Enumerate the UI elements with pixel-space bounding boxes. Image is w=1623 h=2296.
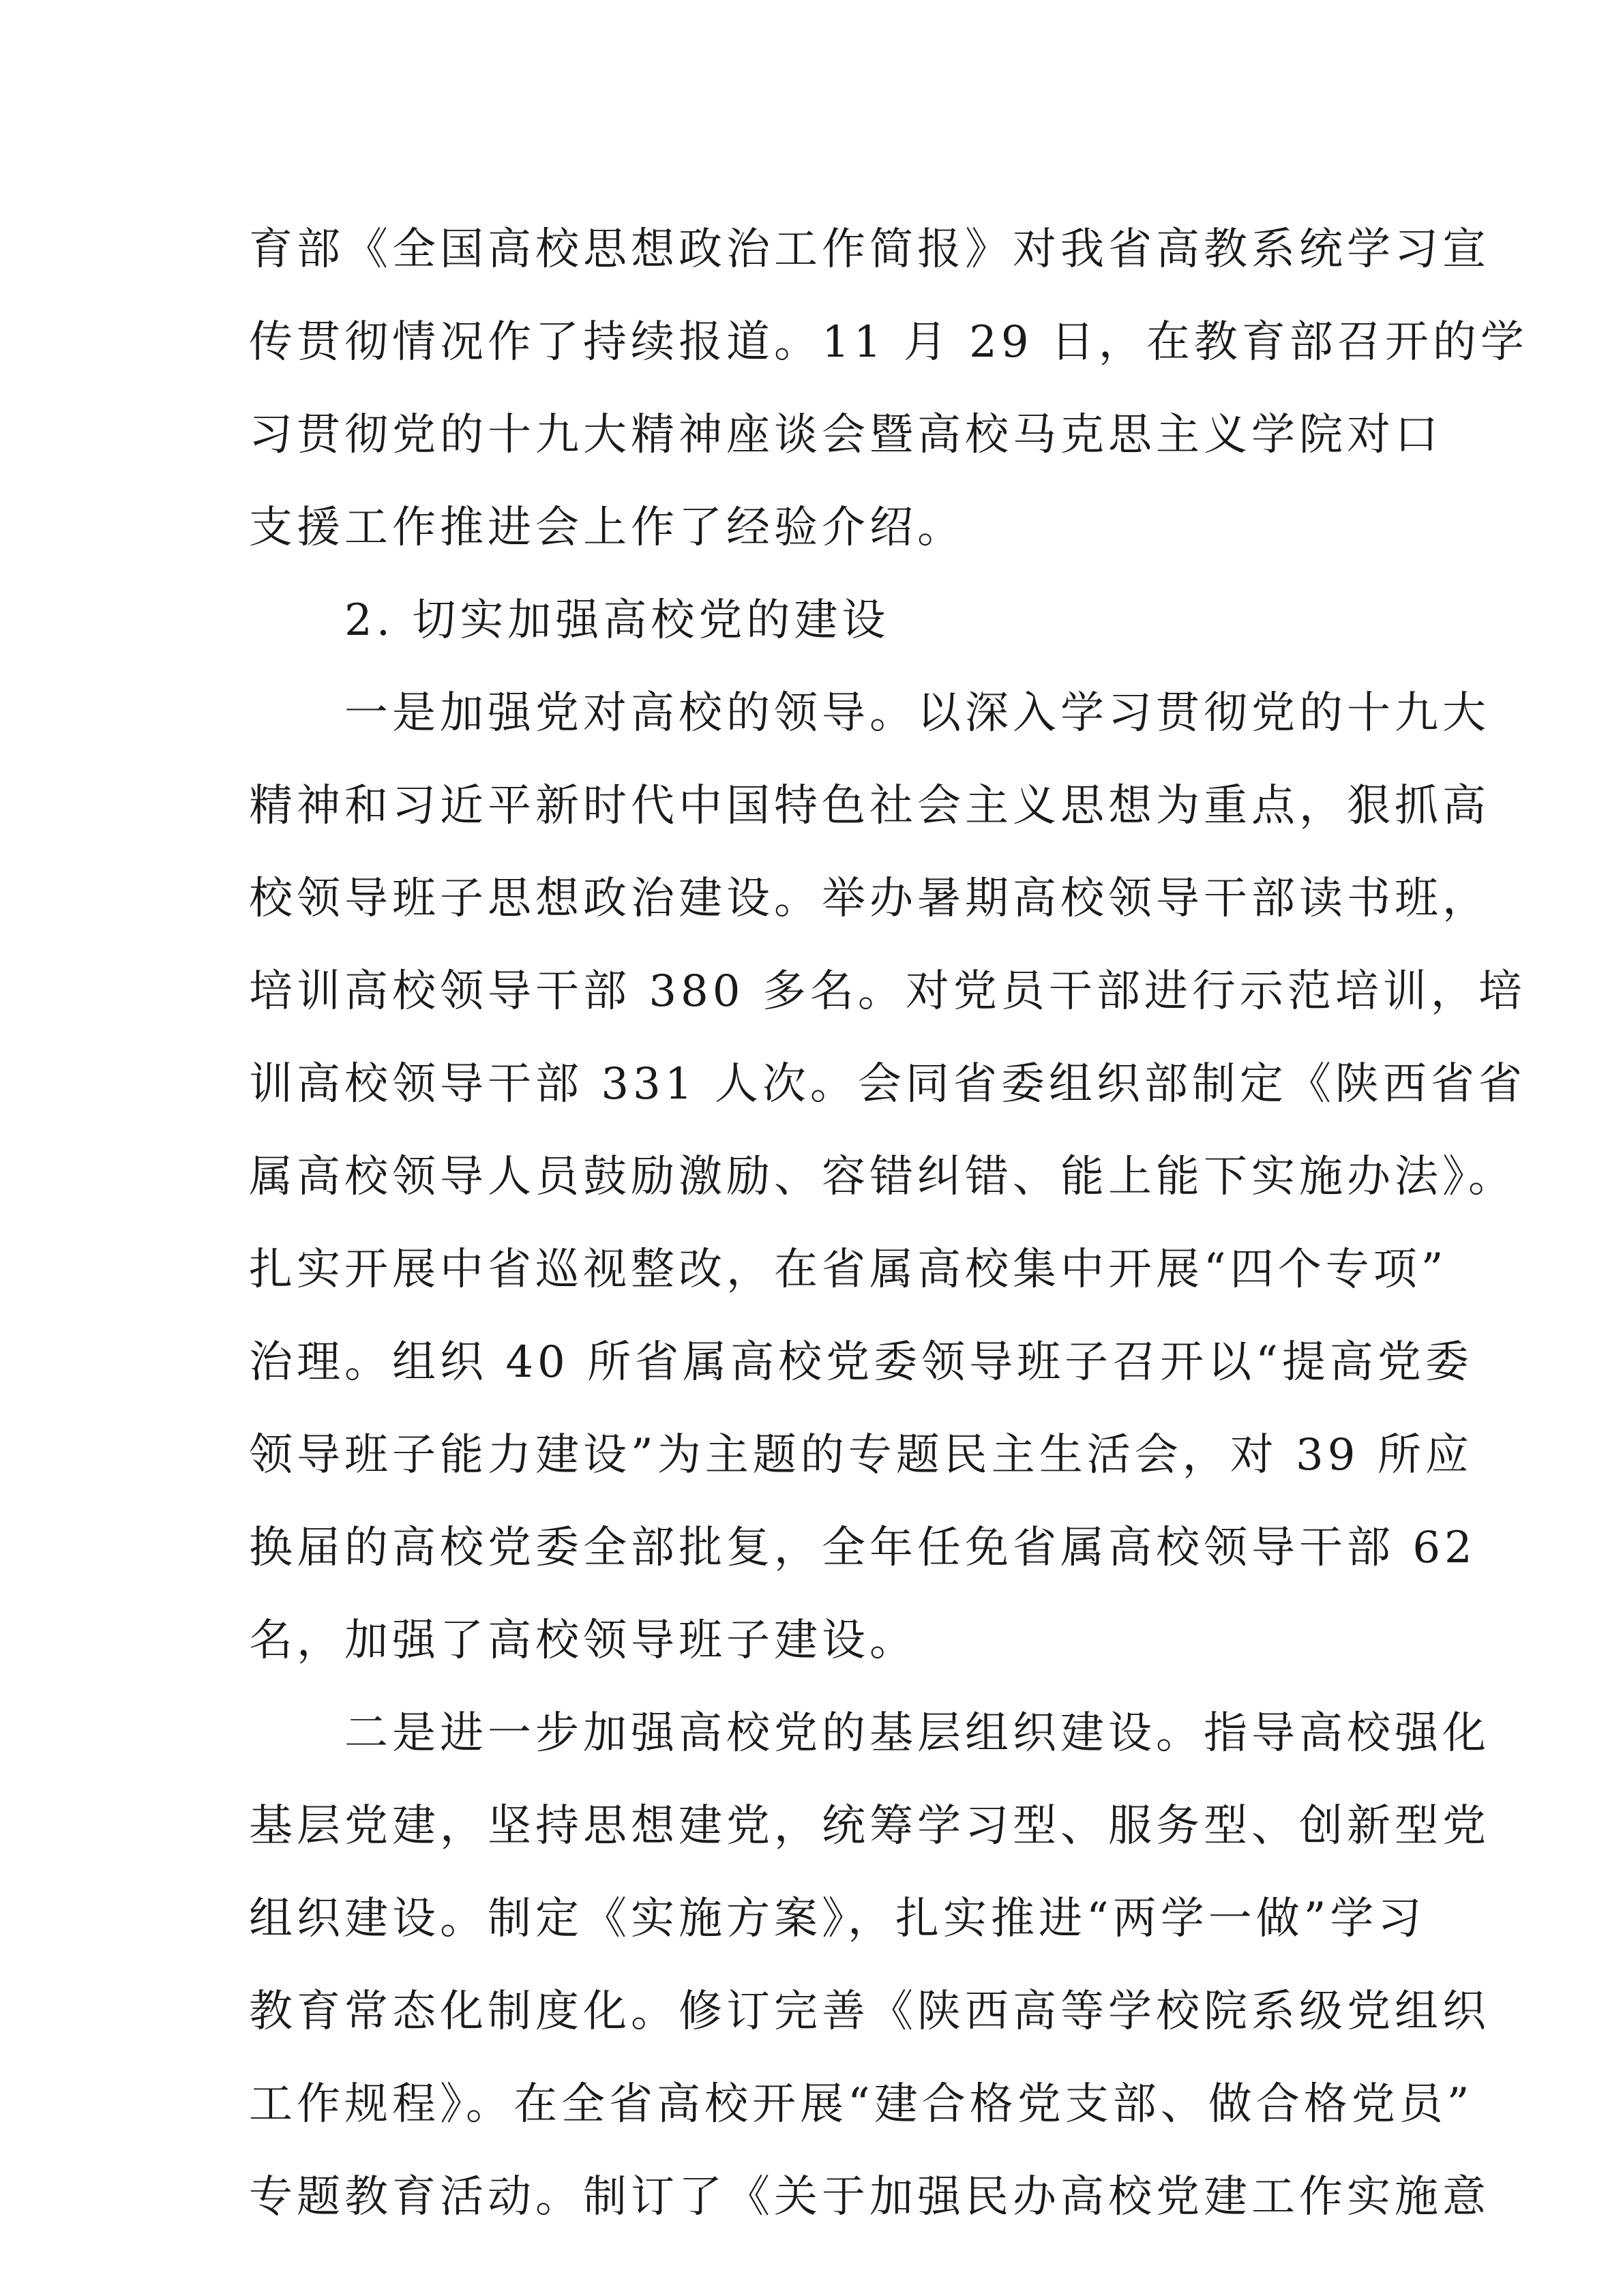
text-line: 领导班子能力建设”为主题的专题民主生活会，对 39 所应 bbox=[249, 1430, 1473, 1480]
text-line: 传贯彻情况作了持续报道。11 月 29 日，在教育部召开的学 bbox=[249, 317, 1528, 368]
paragraph-continuation bbox=[249, 203, 1528, 574]
text-line: 支援工作推进会上作了经验介绍。 bbox=[249, 503, 965, 553]
text-line: 精神和习近平新时代中国特色社会主义思想为重点，狠抓高 bbox=[249, 781, 1490, 831]
text-line: 组织建设。制定《实施方案》，扎实推进“两学一做”学习 bbox=[249, 1894, 1426, 1944]
document-body bbox=[249, 203, 1528, 2243]
text-line: 一是加强党对高校的领导。以深入学习贯彻党的十九大 bbox=[344, 688, 1490, 739]
text-line: 扎实开展中省巡视整改，在省属高校集中开展“四个专项” bbox=[249, 1244, 1448, 1295]
text-line: 工作规程》。在全省高校开展“建合格党支部、做合格党员” bbox=[249, 2079, 1474, 2130]
text-line: 习贯彻党的十九大精神座谈会暨高校马克思主义学院对口 bbox=[249, 410, 1442, 460]
text-line: 属高校领导人员鼓励激励、容错纠错、能上能下实施办法》。 bbox=[249, 1152, 1516, 1202]
text-line: 训高校领导干部 331 人次。会同省委组织部制定《陕西省省 bbox=[249, 1059, 1526, 1109]
paragraph-grassroots-organization bbox=[249, 1687, 1490, 2243]
section-heading bbox=[249, 574, 1388, 667]
heading-text: 2. 切实加强高校党的建设 bbox=[344, 595, 890, 646]
text-line: 教育常态化制度化。修订完善《陕西高等学校院系级党组织 bbox=[249, 1986, 1490, 2037]
text-line: 基层党建，坚持思想建党，统筹学习型、服务型、创新型党 bbox=[249, 1801, 1490, 1851]
text-line: 治理。组织 40 所省属高校党委领导班子召开以“提高党委 bbox=[249, 1337, 1473, 1388]
text-line: 专题教育活动。制订了《关于加强民办高校党建工作实施意 bbox=[249, 2172, 1490, 2222]
text-line: 培训高校领导干部 380 多名。对党员干部进行示范培训，培 bbox=[249, 966, 1526, 1017]
text-line: 名，加强了高校领导班子建设。 bbox=[249, 1615, 917, 1666]
paragraph-party-leadership bbox=[249, 667, 1526, 1687]
text-line: 育部《全国高校思想政治工作简报》对我省高教系统学习宣 bbox=[249, 224, 1490, 275]
text-line: 校领导班子思想政治建设。举办暑期高校领导干部读书班， bbox=[249, 874, 1490, 924]
text-line: 换届的高校党委全部批复，全年任免省属高校领导干部 62 bbox=[249, 1523, 1476, 1573]
text-line: 二是进一步加强高校党的基层组织建设。指导高校强化 bbox=[344, 1708, 1490, 1759]
